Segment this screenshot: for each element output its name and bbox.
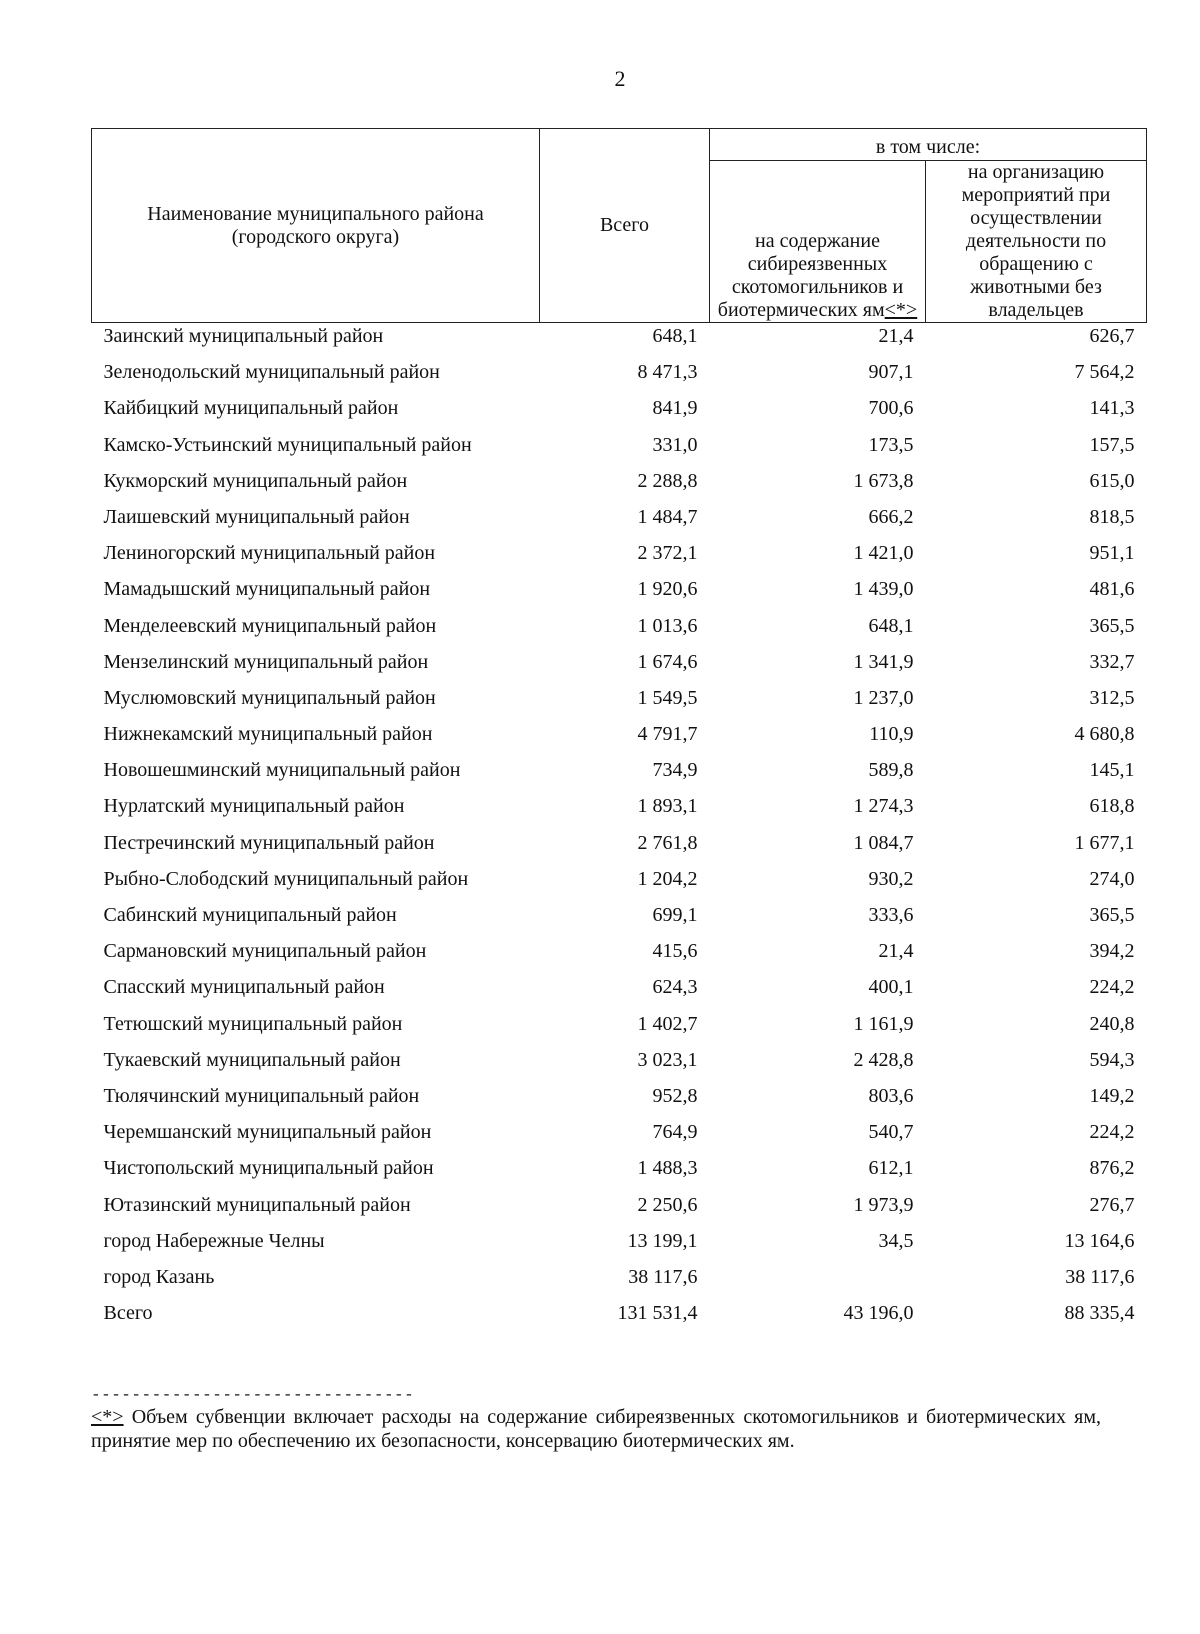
table-row bbox=[92, 1155, 1147, 1191]
table-row bbox=[92, 432, 1147, 468]
district-name-cell: Черемшанский муниципальный район bbox=[103, 1121, 432, 1144]
stray-animals-cell: 876,2 bbox=[1089, 1157, 1135, 1180]
table-row bbox=[92, 830, 1147, 866]
table-row bbox=[92, 721, 1147, 757]
district-name-cell: Менделеевский муниципальный район bbox=[103, 614, 437, 637]
table-row bbox=[92, 1011, 1147, 1047]
stray-animals-cell: 7 564,2 bbox=[1074, 361, 1135, 384]
district-name-cell: Кайбицкий муниципальный район bbox=[103, 397, 399, 420]
burial-sites-cell: 333,6 bbox=[868, 904, 914, 926]
burial-sites-cell: 1 973,9 bbox=[853, 1193, 914, 1216]
stray-animals-cell: 365,5 bbox=[1089, 614, 1135, 637]
total-cell: 2 250,6 bbox=[637, 1193, 698, 1216]
table-row bbox=[92, 902, 1147, 938]
district-name-cell: Ютазинский муниципальный район bbox=[103, 1193, 411, 1216]
burial-sites-cell: 1 341,9 bbox=[853, 650, 914, 673]
total-cell: 3 023,1 bbox=[637, 1048, 698, 1071]
total-cell: 841,9 bbox=[652, 397, 698, 420]
footnote-separator: -------------------------------- bbox=[91, 1386, 415, 1404]
total-cell: 331,0 bbox=[652, 433, 698, 456]
burial-sites-cell: 34,5 bbox=[878, 1229, 914, 1252]
table-row bbox=[92, 468, 1147, 504]
table-row bbox=[92, 974, 1147, 1010]
total-cell: 131 531,4 bbox=[617, 1302, 698, 1325]
header-burial-sites-text: на содержание сибиреязвенных скотомогильников и биотермических ям bbox=[717, 230, 904, 321]
total-cell: 2 288,8 bbox=[637, 469, 698, 492]
table-row bbox=[92, 938, 1147, 974]
total-cell: 8 471,3 bbox=[637, 361, 698, 384]
district-name-cell: Камско-Устьинский муниципальный район bbox=[103, 433, 472, 456]
stray-animals-cell: 332,7 bbox=[1089, 650, 1135, 673]
total-cell: 2 372,1 bbox=[637, 542, 698, 565]
burial-sites-cell: 1 161,9 bbox=[853, 1012, 914, 1035]
burial-sites-cell: 1 673,8 bbox=[853, 469, 914, 492]
total-cell: 2 761,8 bbox=[637, 831, 698, 854]
burial-sites-cell: 2 428,8 bbox=[853, 1048, 914, 1071]
district-name-cell: Чистопольский муниципальный район bbox=[103, 1157, 434, 1180]
district-name-cell: Спасский муниципальный район bbox=[103, 976, 385, 999]
footnote-reference: <*> bbox=[884, 299, 918, 321]
burial-sites-cell: 907,1 bbox=[868, 361, 914, 384]
total-cell: 1 488,3 bbox=[637, 1157, 698, 1180]
stray-animals-cell: 1 677,1 bbox=[1074, 831, 1135, 854]
district-name-cell: Муслюмовский муниципальный район bbox=[103, 686, 436, 709]
stray-animals-cell: 951,1 bbox=[1089, 542, 1135, 565]
total-cell: 1 893,1 bbox=[637, 795, 698, 818]
district-name-cell: Тукаевский муниципальный район bbox=[103, 1048, 401, 1071]
burial-sites-cell: 589,8 bbox=[868, 759, 914, 782]
total-cell: 734,9 bbox=[652, 759, 698, 782]
table-row bbox=[92, 757, 1147, 793]
burial-sites-cell: 21,4 bbox=[878, 325, 914, 347]
table-row bbox=[92, 576, 1147, 612]
burial-sites-cell: 173,5 bbox=[868, 433, 914, 456]
burial-sites-cell: 110,9 bbox=[869, 723, 914, 746]
stray-animals-cell: 224,2 bbox=[1089, 976, 1135, 999]
table-row bbox=[92, 685, 1147, 721]
header-district-name: Наименование муниципального района (городского округа) bbox=[92, 129, 540, 323]
burial-sites-cell: 666,2 bbox=[868, 505, 914, 528]
district-name-cell: Пестречинский муниципальный район bbox=[103, 831, 435, 854]
total-cell: 648,1 bbox=[652, 325, 698, 347]
district-name-cell: Нурлатский муниципальный район bbox=[103, 795, 405, 818]
table-row bbox=[92, 1047, 1147, 1083]
burial-sites-cell: 700,6 bbox=[868, 397, 914, 420]
table-row bbox=[92, 1119, 1147, 1155]
page-number: 2 bbox=[614, 66, 626, 91]
stray-animals-cell: 818,5 bbox=[1089, 505, 1135, 528]
stray-animals-cell: 626,7 bbox=[1089, 325, 1135, 347]
table-row bbox=[92, 323, 1147, 360]
footnote-text: Объем субвенции включает расходы на содержание сибиреязвенных скотомогильников и биотермических ям, принятие мер по обеспечению их безопасности, консервацию биотермических ям. bbox=[91, 1406, 1101, 1452]
district-name-cell: Новошешминский муниципальный район bbox=[103, 759, 461, 782]
district-name-cell: Лаишевский муниципальный район bbox=[103, 505, 410, 528]
header-stray-animals: на организацию мероприятий при осуществлении деятельности по обращению с животными без владельцев bbox=[926, 161, 1147, 323]
total-cell: 415,6 bbox=[652, 940, 698, 963]
total-cell: 1 484,7 bbox=[637, 505, 698, 528]
total-cell: 1 402,7 bbox=[637, 1012, 698, 1035]
total-cell: 1 013,6 bbox=[637, 614, 698, 637]
burial-sites-cell: 21,4 bbox=[878, 940, 914, 963]
stray-animals-cell: 224,2 bbox=[1089, 1121, 1135, 1144]
table-header bbox=[92, 129, 1147, 323]
district-name-cell: город Казань bbox=[103, 1265, 215, 1288]
footnote-mark: <*> bbox=[91, 1406, 124, 1428]
stray-animals-cell: 38 117,6 bbox=[1065, 1265, 1135, 1288]
total-cell: 1 674,6 bbox=[637, 650, 698, 673]
burial-sites-cell: 540,7 bbox=[868, 1121, 914, 1144]
stray-animals-cell: 145,1 bbox=[1089, 759, 1135, 782]
stray-animals-cell: 594,3 bbox=[1089, 1048, 1135, 1071]
district-name-cell: Сабинский муниципальный район bbox=[103, 904, 397, 926]
burial-sites-cell: 43 196,0 bbox=[843, 1302, 914, 1325]
table-row bbox=[92, 866, 1147, 902]
stray-animals-cell: 240,8 bbox=[1089, 1012, 1135, 1035]
burial-sites-cell: 1 274,3 bbox=[853, 795, 914, 818]
stray-animals-cell: 394,2 bbox=[1089, 940, 1135, 963]
table-row bbox=[92, 359, 1147, 395]
footnote bbox=[91, 1405, 1101, 1453]
header-burial-sites bbox=[710, 161, 926, 323]
stray-animals-cell: 141,3 bbox=[1089, 397, 1135, 420]
table-row bbox=[92, 540, 1147, 576]
total-cell: 1 920,6 bbox=[637, 578, 698, 601]
stray-animals-cell: 615,0 bbox=[1089, 469, 1135, 492]
burial-sites-cell: 612,1 bbox=[868, 1157, 914, 1180]
district-name-cell: Кукморский муниципальный район bbox=[103, 469, 408, 492]
district-name-cell: Заинский муниципальный район bbox=[103, 325, 384, 347]
burial-sites-cell: 1 421,0 bbox=[853, 542, 914, 565]
stray-animals-cell: 13 164,6 bbox=[1064, 1229, 1135, 1252]
total-cell: 1 204,2 bbox=[637, 867, 698, 890]
header-total: Всего bbox=[540, 129, 710, 323]
burial-sites-cell: 648,1 bbox=[868, 614, 914, 637]
burial-sites-cell: 930,2 bbox=[868, 867, 914, 890]
total-cell: 952,8 bbox=[652, 1084, 698, 1107]
table-row bbox=[92, 1083, 1147, 1119]
table-row bbox=[92, 1264, 1147, 1300]
stray-animals-cell: 157,5 bbox=[1089, 433, 1135, 456]
district-name-cell: Нижнекамский муниципальный район bbox=[103, 723, 433, 746]
table-row bbox=[92, 793, 1147, 829]
table-row bbox=[92, 395, 1147, 431]
subvention-table bbox=[91, 128, 1147, 1336]
stray-animals-cell: 276,7 bbox=[1089, 1193, 1135, 1216]
header-including: в том числе: bbox=[710, 129, 1147, 161]
stray-animals-cell: 365,5 bbox=[1089, 904, 1135, 926]
table-row bbox=[92, 1300, 1147, 1336]
total-cell: 38 117,6 bbox=[628, 1265, 698, 1288]
district-name-cell: Зеленодольский муниципальный район bbox=[103, 361, 440, 384]
stray-animals-cell: 149,2 bbox=[1089, 1084, 1135, 1107]
burial-sites-cell: 1 439,0 bbox=[853, 578, 914, 601]
stray-animals-cell: 88 335,4 bbox=[1064, 1302, 1135, 1325]
stray-animals-cell: 312,5 bbox=[1089, 686, 1135, 709]
burial-sites-cell: 1 084,7 bbox=[853, 831, 914, 854]
total-cell: 624,3 bbox=[652, 976, 698, 999]
burial-sites-cell: 400,1 bbox=[868, 976, 914, 999]
total-cell: 1 549,5 bbox=[637, 686, 698, 709]
table-body bbox=[92, 323, 1147, 1337]
total-cell: 13 199,1 bbox=[627, 1229, 698, 1252]
burial-sites-cell bbox=[710, 1264, 926, 1300]
district-name-cell: Рыбно-Слободский муниципальный район bbox=[103, 867, 469, 890]
table-row bbox=[92, 1192, 1147, 1228]
district-name-cell: Тетюшский муниципальный район bbox=[103, 1012, 403, 1035]
stray-animals-cell: 481,6 bbox=[1089, 578, 1135, 601]
burial-sites-cell: 803,6 bbox=[868, 1084, 914, 1107]
stray-animals-cell: 274,0 bbox=[1089, 867, 1135, 890]
table-row bbox=[92, 613, 1147, 649]
district-name-cell: Лениногорский муниципальный район bbox=[103, 542, 436, 565]
total-cell: 699,1 bbox=[652, 904, 698, 926]
district-name-cell: город Набережные Челны bbox=[103, 1229, 325, 1252]
stray-animals-cell: 4 680,8 bbox=[1074, 723, 1135, 746]
total-cell: 764,9 bbox=[652, 1121, 698, 1144]
total-cell: 4 791,7 bbox=[637, 723, 698, 746]
table-row bbox=[92, 1228, 1147, 1264]
stray-animals-cell: 618,8 bbox=[1089, 795, 1135, 818]
district-name-cell: Всего bbox=[103, 1302, 153, 1325]
table-row bbox=[92, 649, 1147, 685]
district-name-cell: Сармановский муниципальный район bbox=[103, 940, 427, 963]
burial-sites-cell: 1 237,0 bbox=[853, 686, 914, 709]
district-name-cell: Мензелинский муниципальный район bbox=[103, 650, 429, 673]
district-name-cell: Тюлячинский муниципальный район bbox=[103, 1084, 420, 1107]
district-name-cell: Мамадышский муниципальный район bbox=[103, 578, 431, 601]
table-row bbox=[92, 504, 1147, 540]
